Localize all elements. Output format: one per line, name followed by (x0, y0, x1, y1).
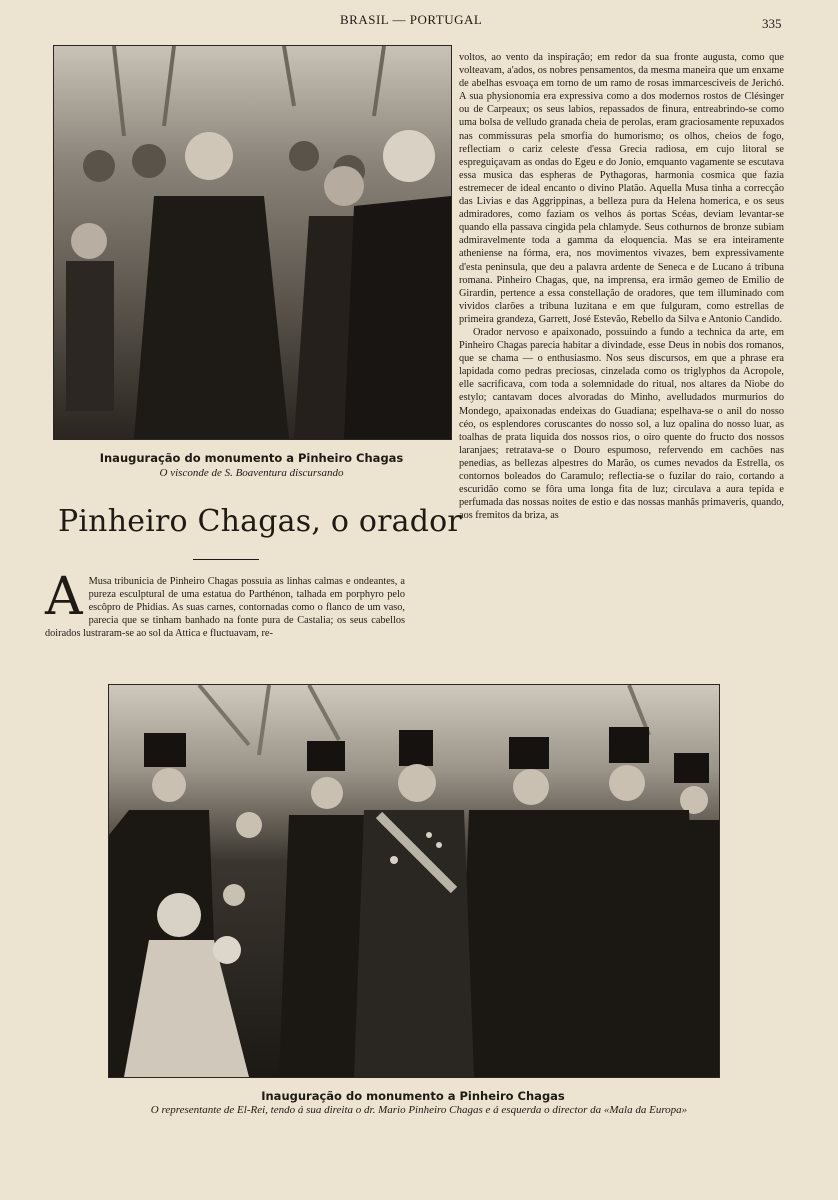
photo-ceremony-caption-subtitle: O representante de El-Rei, tendo á sua direita o dr. Mario Pinheiro Chagas e á esquerda o director da «Mala da Europa» (150, 1104, 688, 1116)
running-head: BRASIL — PORTUGAL (340, 12, 483, 27)
photo-speech (53, 45, 452, 440)
photo-ceremony (108, 684, 720, 1078)
title-rule (193, 559, 259, 560)
article-title: Pinheiro Chagas, o orador (58, 504, 462, 539)
article-left-text: Musa tribunicia de Pinheiro Chagas possuia as linhas calmas e ondeantes, a pureza esculptural de uma estatua do Parthénon, talhada em porphyro pelo escôpro de Phidias. As suas carnes, contornadas como o flanco de um vaso, parecia que se tinham banhado na fonte pura de Castalia; os seus cabellos doirados lustraram-se ao sol da Attica e fluctuavam, re- (45, 576, 405, 640)
article-right-text-1: voltos, ao vento da inspiração; em redor da sua fronte augusta, como que volteavam, a'ados, os nobres pensamentos, da mesma maneira que um enxame de abelhas esvoaça em torno de um ramo de rosas immarcesciveis de Jerichó. A sua physionomia era expressiva como a dos modernos rostos de Clésinger ou de Carpeaux; os seus labios, repassados de finura, entreabrindo-se como uma bolsa de velludo granada cheia de perolas, eram graciosamente repuxados nas commissuras pela smorfia do humorismo; os olhos, cheios de fogo, reflectiam o cariz celeste d'essa Grecia radiosa, em cujo litoral se espreguiçavam as ondas do Egeu e do Jonio, emquanto vagamente se escutava essa musica das espheras de Pythagoras, harmonia cosmica que fazia estremecer de ideal encanto o divino Platão. Aquella Musa tinha a correcção das Livias e das Aggrippinas, a belleza pura da Helena homerica, e os seus admiradores, como faziam os velhos ás portas Scéas, deviam levantar-se quando ella passava cingida pela chlamyde. Seus cothurnos de bronze subiam admiravelmente toda a gamma da eloquencia. Mas se era inteiramente atheniense na fórma, era, nos movimentos vivazes, bem expressivamente d'esta peninsula, que deu a palavra ardente de Seneca e de Lucano á tribuna romana. Pinheiro Chagas, que, na imprensa, era irmão gemeo de Emilio de Girardin, pertence a essa constellação de oradores, que tem illuminado com vividos clarões a tribuna luzitana e em que fulguram, como estrellas de primeira grandeza, Garrett, José Estevão, Rebello da Silva e Antonio Candido. (459, 52, 784, 325)
drop-cap: A (45, 567, 83, 627)
article-column-right (459, 51, 784, 522)
article-right-text-2: Orador nervoso e apaixonado, possuindo a fundo a technica da arte, em Pinheiro Chagas parecia habitar a divindade, esse Deus in nobis dos romanos, que se chama — o enthusiasmo. Nos seus discursos, em que a phrase era lapidada como pedras preciosas, cinzelada como os triglyphos da Acropole, elle sacrificava, com toda a solemnidade do ritual, nos altares da Niobe do estylo; cantavam doces alvoradas do Minho, avelludados murmurios do Mondego, apaixonadas endeixas do Guadiana; espelhava-se o anil do nosso céo, os esplendores coruscantes do nosso sol, a luz opalina do nosso luar, as toalhas de prata liquida dos nossos rios, o oiro quente do fructo dos nossos laranjaes; retratava-se o Douro espumoso, refervendo em cachões nas penedias, as bellezas alpestres do Marão, os cumes nevados da Estrella, os contornos boleados do Caramulo; reflectia-se o fuzilar do raio, cortando a escuridão como se fôra uma longa fita de luz; circulava a aura tepida e perfumada das nossas noites de estio e das nossas manhãs primaveris, quando, aos fremitos da briza, as (459, 326, 784, 522)
photo-ceremony-caption-title: Inauguração do monumento a Pinheiro Chagas (261, 1089, 565, 1103)
article-column-left (45, 567, 405, 640)
photo-speech-illustration (54, 46, 451, 439)
photo-speech-caption-subtitle: O visconde de S. Boaventura discursando (159, 467, 344, 479)
photo-speech-caption-title: Inauguração do monumento a Pinheiro Chagas (99, 451, 404, 465)
photo-ceremony-illustration (109, 685, 719, 1077)
page-number: 335 (762, 16, 782, 31)
